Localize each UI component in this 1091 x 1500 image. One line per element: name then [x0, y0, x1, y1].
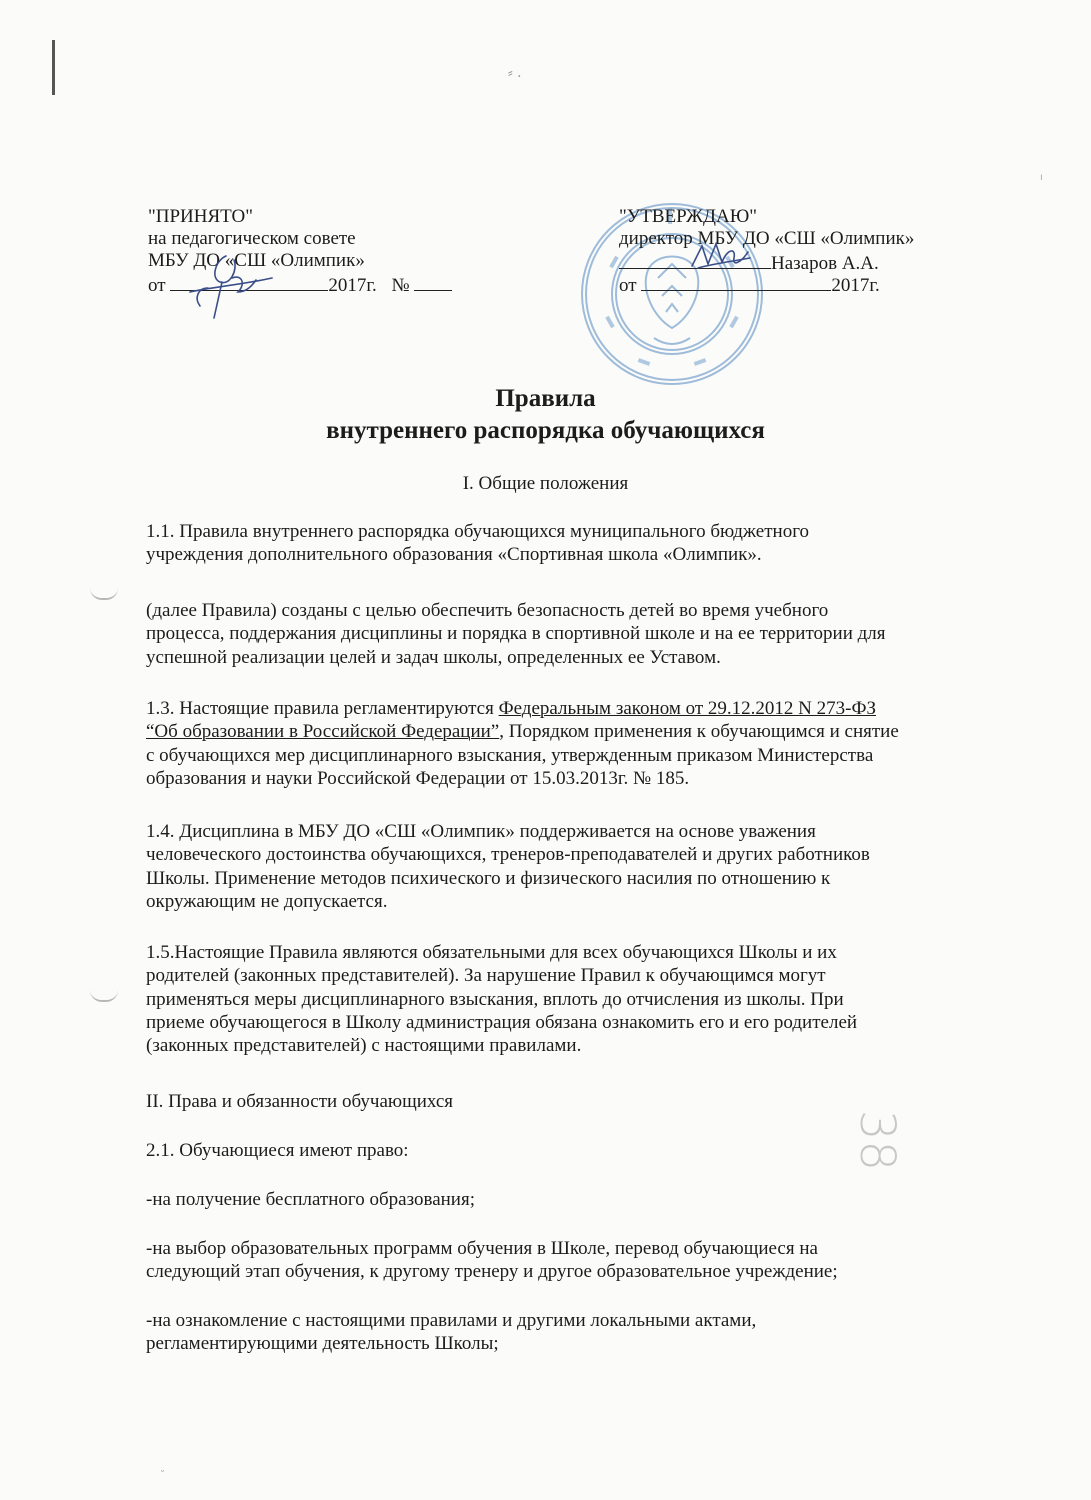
- accepted-org: МБУ ДО «СШ «Олимпик»: [148, 250, 365, 271]
- approved-date-line: [619, 272, 914, 294]
- handwritten-signature: [186, 248, 276, 324]
- approved-signature-line: [619, 250, 914, 272]
- list-item-familiarization: -на ознакомление с настоящими правилами и другими локальными актами, регламентирующими деятельность Школы;: [146, 1310, 757, 1355]
- scan-speck: ⸗ .: [508, 65, 522, 81]
- document-subtitle: внутреннего распорядка обучающихся: [326, 417, 765, 444]
- law-link[interactable]: Федеральным законом от 29.12.2012 N 273-ФЗ: [498, 698, 876, 719]
- list-item-program-choice: -на выбор образовательных программ обучения в Школе, перевод обучающиеся на следующий этап обучения, к другому тренеру и другое образовательное учреждение;: [146, 1238, 838, 1283]
- number-blank: [414, 272, 452, 291]
- accepted-label: "ПРИНЯТО": [148, 206, 253, 227]
- date-year: 2017г.: [328, 275, 377, 296]
- approval-block-approved: [619, 206, 914, 294]
- scan-speck: ˘: [160, 1470, 165, 1481]
- paragraph-1-1: 1.1. Правила внутреннего распорядка обучающихся муниципального бюджетного учреждения дополнительного образования «Спортивная школа «Олимпик».: [146, 521, 810, 566]
- number-label: №: [391, 275, 410, 296]
- accepted-body: на педагогическом совете: [148, 228, 356, 249]
- hole-punch-mark: [90, 990, 118, 1002]
- scan-speck: ı: [1040, 172, 1043, 183]
- director-name: Назаров А.А.: [771, 253, 879, 274]
- handwritten-signature: [688, 238, 752, 274]
- paragraph-2-1: 2.1. Обучающиеся имеют право:: [146, 1140, 409, 1161]
- date-year: 2017г.: [831, 275, 880, 296]
- date-prefix: от: [619, 275, 637, 296]
- section-heading-general: I. Общие положения: [462, 473, 629, 494]
- scan-mark: [52, 40, 55, 95]
- section-heading-rights: II. Права и обязанности обучающихся: [146, 1091, 454, 1112]
- list-item-free-education: -на получение бесплатного образования;: [146, 1189, 475, 1210]
- document-title: Правила: [495, 385, 596, 412]
- paragraph-1-4: 1.4. Дисциплина в МБУ ДО «СШ «Олимпик» поддерживается на основе уважения человеческого достоинства обучающихся, тренеров-преподавателей и других работников Школы. Применение методов психического и физического насилия по отношению к окружающим не допускается.: [146, 821, 870, 912]
- approved-position: директор МБУ ДО «СШ «Олимпик»: [619, 228, 915, 249]
- approved-label: "УТВЕРЖДАЮ": [619, 206, 757, 227]
- hole-punch-mark: [90, 588, 118, 600]
- date-blank: [641, 272, 831, 291]
- handwritten-page-number: 38: [849, 1110, 905, 1172]
- paragraph-1-3: 1.3. Настоящие правила регламентируются Федеральным законом от 29.12.2012 N 273-ФЗ “Об образовании в Российской Федерации”, Порядком применения к обучающимся и снятие с обучающихся мер дисциплинарного взыскания, утвержденным приказом Министерства образования и науки Российской Федерации от 15.03.2013г. № 185.: [146, 698, 899, 789]
- date-prefix: от: [148, 275, 166, 296]
- law-title-link[interactable]: “Об образовании в Российской Федерации”: [146, 721, 500, 743]
- paragraph-1-2: (далее Правила) созданы с целью обеспечить безопасность детей во время учебного процесса, поддержания дисциплины и порядка в спортивной школе и на ее территории для успешной реализации целей и задач школы, определенных ее Уставом.: [146, 600, 886, 668]
- paragraph-1-5: 1.5.Настоящие Правила являются обязательными для всех обучающихся Школы и их родителей (законных представителей). За нарушение Правил к обучающимся могут применяться меры дисциплинарного взыскания, вплоть до отчисления из школы. При приеме обучающегося в Школу администрация обязана ознакомить его и его родителей (законных представителей) с настоящими правилами.: [146, 942, 858, 1057]
